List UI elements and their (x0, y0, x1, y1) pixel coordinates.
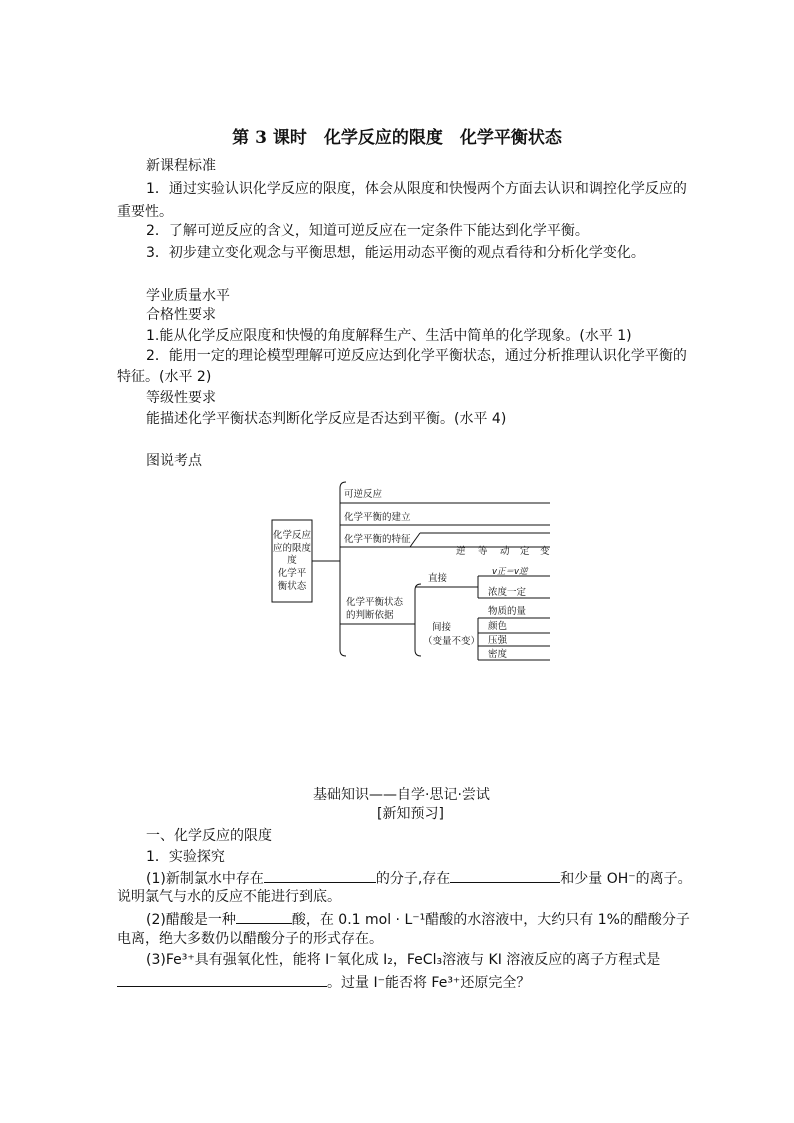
direct-item-1: v正＝v逆 (492, 567, 528, 577)
root-line-2: 应的限度 (272, 543, 312, 554)
indirect-item-3: 压强 (488, 635, 508, 646)
feature-2: 动 (500, 546, 510, 557)
branch-judge-1: 化学平衡状态 (346, 597, 404, 608)
page-title: 第 3 课时 化学反应的限度 化学平衡状态 (232, 128, 562, 148)
root-line-4: 衡状态 (277, 581, 307, 592)
quality-heading: 学业质量水平 (146, 288, 230, 304)
indirect-item-2: 颜色 (488, 621, 508, 632)
indirect-label-1: 间接 (432, 622, 452, 633)
part1-heading: 一、化学反应的限度 (146, 828, 272, 844)
branch-establish: 化学平衡的建立 (344, 512, 411, 523)
item1-heading: 1．实验探究 (146, 849, 225, 865)
root-line-3: 化学平 (277, 568, 307, 579)
grade-heading: 等级性要求 (146, 390, 216, 406)
root-line-1: 化学反应 (272, 530, 312, 541)
branch-features: 化学平衡的特征 (344, 534, 411, 545)
branch-judge-2: 的判断依据 (346, 610, 394, 621)
question-3-cont: 。过量 I⁻能否将 Fe³⁺还原完全？ (117, 972, 530, 992)
concept-diagram (260, 478, 560, 668)
question-1-cont: 说明氯气与水的反应不能进行到底。 (117, 889, 341, 905)
feature-4: 变 (540, 546, 550, 557)
standards-item-3: 3．初步建立变化观念与平衡思想，能运用动态平衡的观点看待和分析化学变化。 (146, 245, 645, 261)
answer-blank-1[interactable] (264, 868, 376, 883)
direct-item-2: 浓度一定 (488, 587, 527, 598)
feature-0: 逆 (456, 546, 466, 557)
indirect-item-4: 密度 (488, 649, 508, 660)
answer-blank-2[interactable] (450, 868, 560, 883)
feature-3: 定 (520, 546, 530, 557)
feature-1: 等 (478, 546, 488, 557)
answer-blank-4[interactable] (117, 972, 327, 987)
standards-heading: 新课程标准 (146, 158, 216, 174)
diagram-heading: 图说考点 (146, 453, 202, 469)
section-heading: 基础知识——自学·思记·尝试 (313, 787, 490, 803)
indirect-label-2: （变量不变） (423, 636, 481, 647)
pass-item-2-cont: 特征。(水平 2) (117, 369, 212, 385)
svg-text:度: 度 (287, 555, 297, 566)
pass-item-2: 2．能用一定的理论模型理解可逆反应达到化学平衡状态，通过分析推理认识化学平衡的 (146, 348, 687, 364)
section-sub: [新知预习] (377, 806, 444, 822)
answer-blank-3[interactable] (236, 909, 292, 924)
standards-item-1-cont: 重要性。 (117, 204, 173, 220)
indirect-item-1: 物质的量 (488, 606, 527, 617)
question-2: (2)醋酸是一种 酸，在 0.1 mol · L⁻¹醋酸的水溶液中，大约只有 1%的醋酸分子 (146, 909, 690, 929)
grade-item-1: 能描述化学平衡状态判断化学反应是否达到平衡。(水平 4) (146, 411, 507, 427)
pass-heading: 合格性要求 (146, 307, 216, 323)
question-3: (3)Fe³⁺具有强氧化性，能将 I⁻氧化成 I₂，FeCl₃溶液与 KI 溶液反应的离子方程式是 (146, 952, 661, 968)
standards-item-2: 2．了解可逆反应的含义，知道可逆反应在一定条件下能达到化学平衡。 (146, 223, 589, 239)
branch-reversible: 可逆反应 (344, 489, 383, 500)
standards-item-1: 1．通过实验认识化学反应的限度，体会从限度和快慢两个方面去认识和调控化学反应的 (146, 181, 687, 197)
direct-label: 直接 (428, 573, 448, 584)
pass-item-1: 1.能从化学反应限度和快慢的角度解释生产、生活中简单的化学现象。(水平 1) (146, 328, 632, 344)
question-1: (1)新制氯水中存在 的分子,存在 和少量 OH⁻的离子。 (146, 868, 692, 888)
question-2-cont: 电离，绝大多数仍以醋酸分子的形式存在。 (117, 931, 383, 947)
